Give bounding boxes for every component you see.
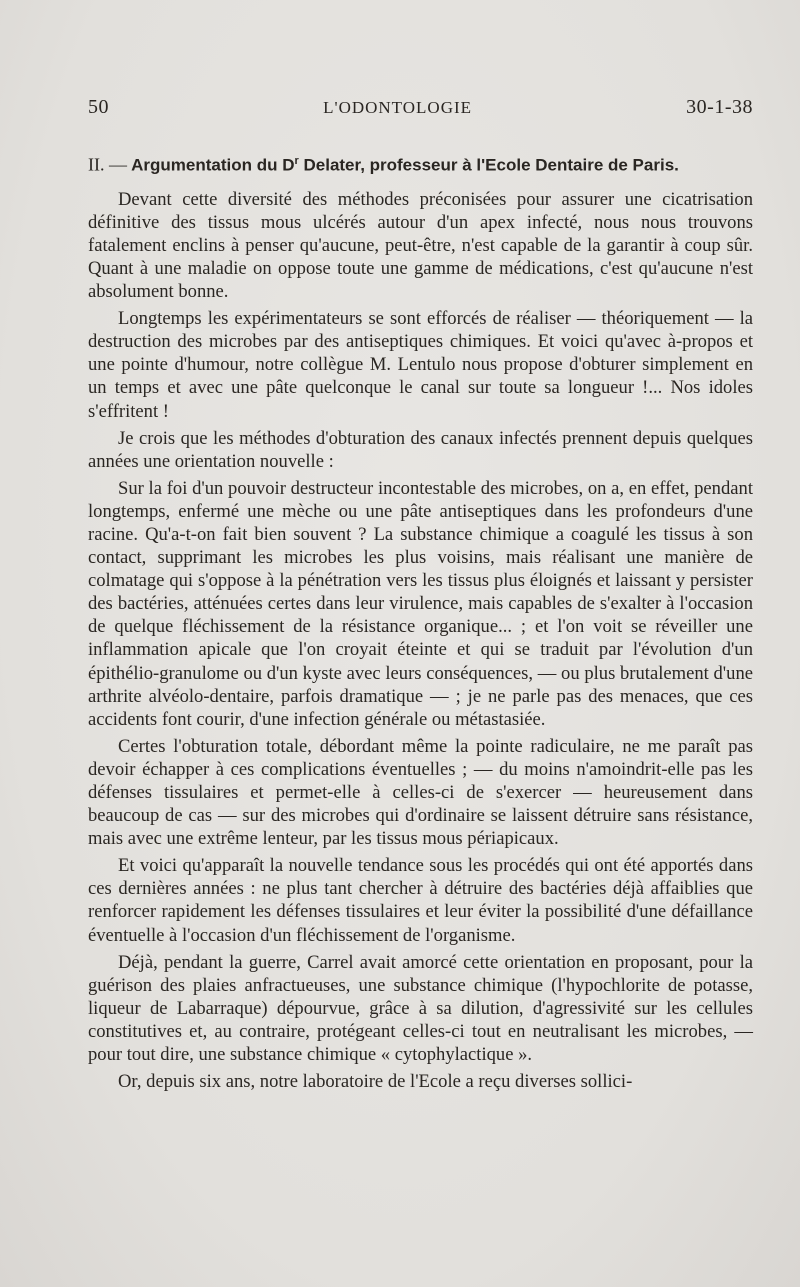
paragraph-4: Sur la foi d'un pouvoir destructeur incontestable des microbes, on a, en effet, pendant longtemps, enfermé une mèche ou une pâte antiseptiques dans les profondeurs d'une racine. Qu'a-t-on fait bien souvent ? La substance chimique a coagulé les tissus à son contact, supprimant les microbes les plus voisins, mais réalisant une manière de colmatage qui s'oppose à la pénétration vers les tissus plus éloignés et laissant y persister des bactéries, atténuées certes dans leur virulence, mais capables de s'exalter à l'occasion de quelque fléchissement de la résistance organique... ; et l'on voit se réveiller une inflammation apicale que l'on croyait éteinte et qui se traduit par l'évolution d'un épithélio-granulome ou d'un kyste avec leurs conséquences, — ou plus brutalement d'une arthrite alvéolo-dentaire, parfois dramatique — ; je ne parle pas des menaces, que ces accidents font courir, d'une infection générale ou métastasiée.	[88, 477, 753, 730]
paragraph-2: Longtemps les expérimentateurs se sont efforcés de réaliser — théoriquement — la destruction des microbes par des antiseptiques chimiques. Et voici qu'avec à-propos et une pointe d'humour, notre collègue M. Lentulo nous propose d'obturer simplement en un temps et avec une pâte quelconque le canal sur toute sa longueur !... Nos idoles s'effritent !	[88, 308, 753, 422]
section-heading	[88, 150, 753, 177]
journal-title: L'ODONTOLOGIE	[323, 98, 473, 117]
running-header	[88, 96, 753, 119]
paragraph-1: Devant cette diversité des méthodes préconisées pour assurer une cicatrisation définitive des tissus mous ulcérés autour d'un apex infecté, nous nous trouvons fatalement enclins à penser qu'aucune, peut-être, n'est capable de la garantir à coup sûr. Quant à une maladie on oppose toute une gamme de médications, c'est qu'aucune n'est absolument bonne.	[88, 188, 753, 303]
paragraph-3: Je crois que les méthodes d'obturation des canaux infectés prennent depuis quelques années une orientation nouvelle :	[88, 427, 753, 472]
section-title-sup: r	[294, 155, 299, 167]
article-body	[88, 150, 753, 1097]
section-title-post: Delater, professeur à l'Ecole Dentaire de Paris.	[298, 155, 679, 175]
paragraph-5: Certes l'obturation totale, débordant même la pointe radiculaire, ne me paraît pas devoir échapper à ces complications éventuelles ; — du moins n'amoindrit-elle pas les défenses tissulaires et permet-elle à celles-ci de s'exercer — heureusement dans beaucoup de cas — sur des microbes qui d'ordinaire se laissent détruire sans résistance, mais avec une extrême lenteur, par les tissus mous périapicaux.	[88, 735, 753, 850]
page-number: 50	[88, 96, 109, 118]
issue-date: 30-1-38	[686, 96, 753, 118]
section-title-pre: Argumentation du D	[131, 155, 295, 175]
paragraph-7: Déjà, pendant la guerre, Carrel avait amorcé cette orientation en proposant, pour la guérison des plaies anfractueuses, une substance chimique (l'hypochlorite de potasse, liqueur de Labarraque) dépourvue, grâce à sa dilution, d'agressivité sur les cellules constitutives et, au contraire, protégeant celles-ci tout en neutralisant les microbes, — pour tout dire, une substance chimique « cytophylactique ».	[88, 951, 753, 1066]
paragraph-6: Et voici qu'apparaît la nouvelle tendance sous les procédés qui ont été apportés dans ces dernières années : ne plus tant chercher à détruire des bactéries déjà affaiblies que renforcer rapidement les défenses tissulaires et leur éviter la possibilité d'une défaillance éventuelle à l'occasion d'un fléchissement de l'organisme.	[88, 855, 753, 946]
paragraph-8: Or, depuis six ans, notre laboratoire de l'Ecole a reçu diverses sollici-	[118, 1071, 633, 1093]
section-number: II. —	[88, 154, 127, 175]
